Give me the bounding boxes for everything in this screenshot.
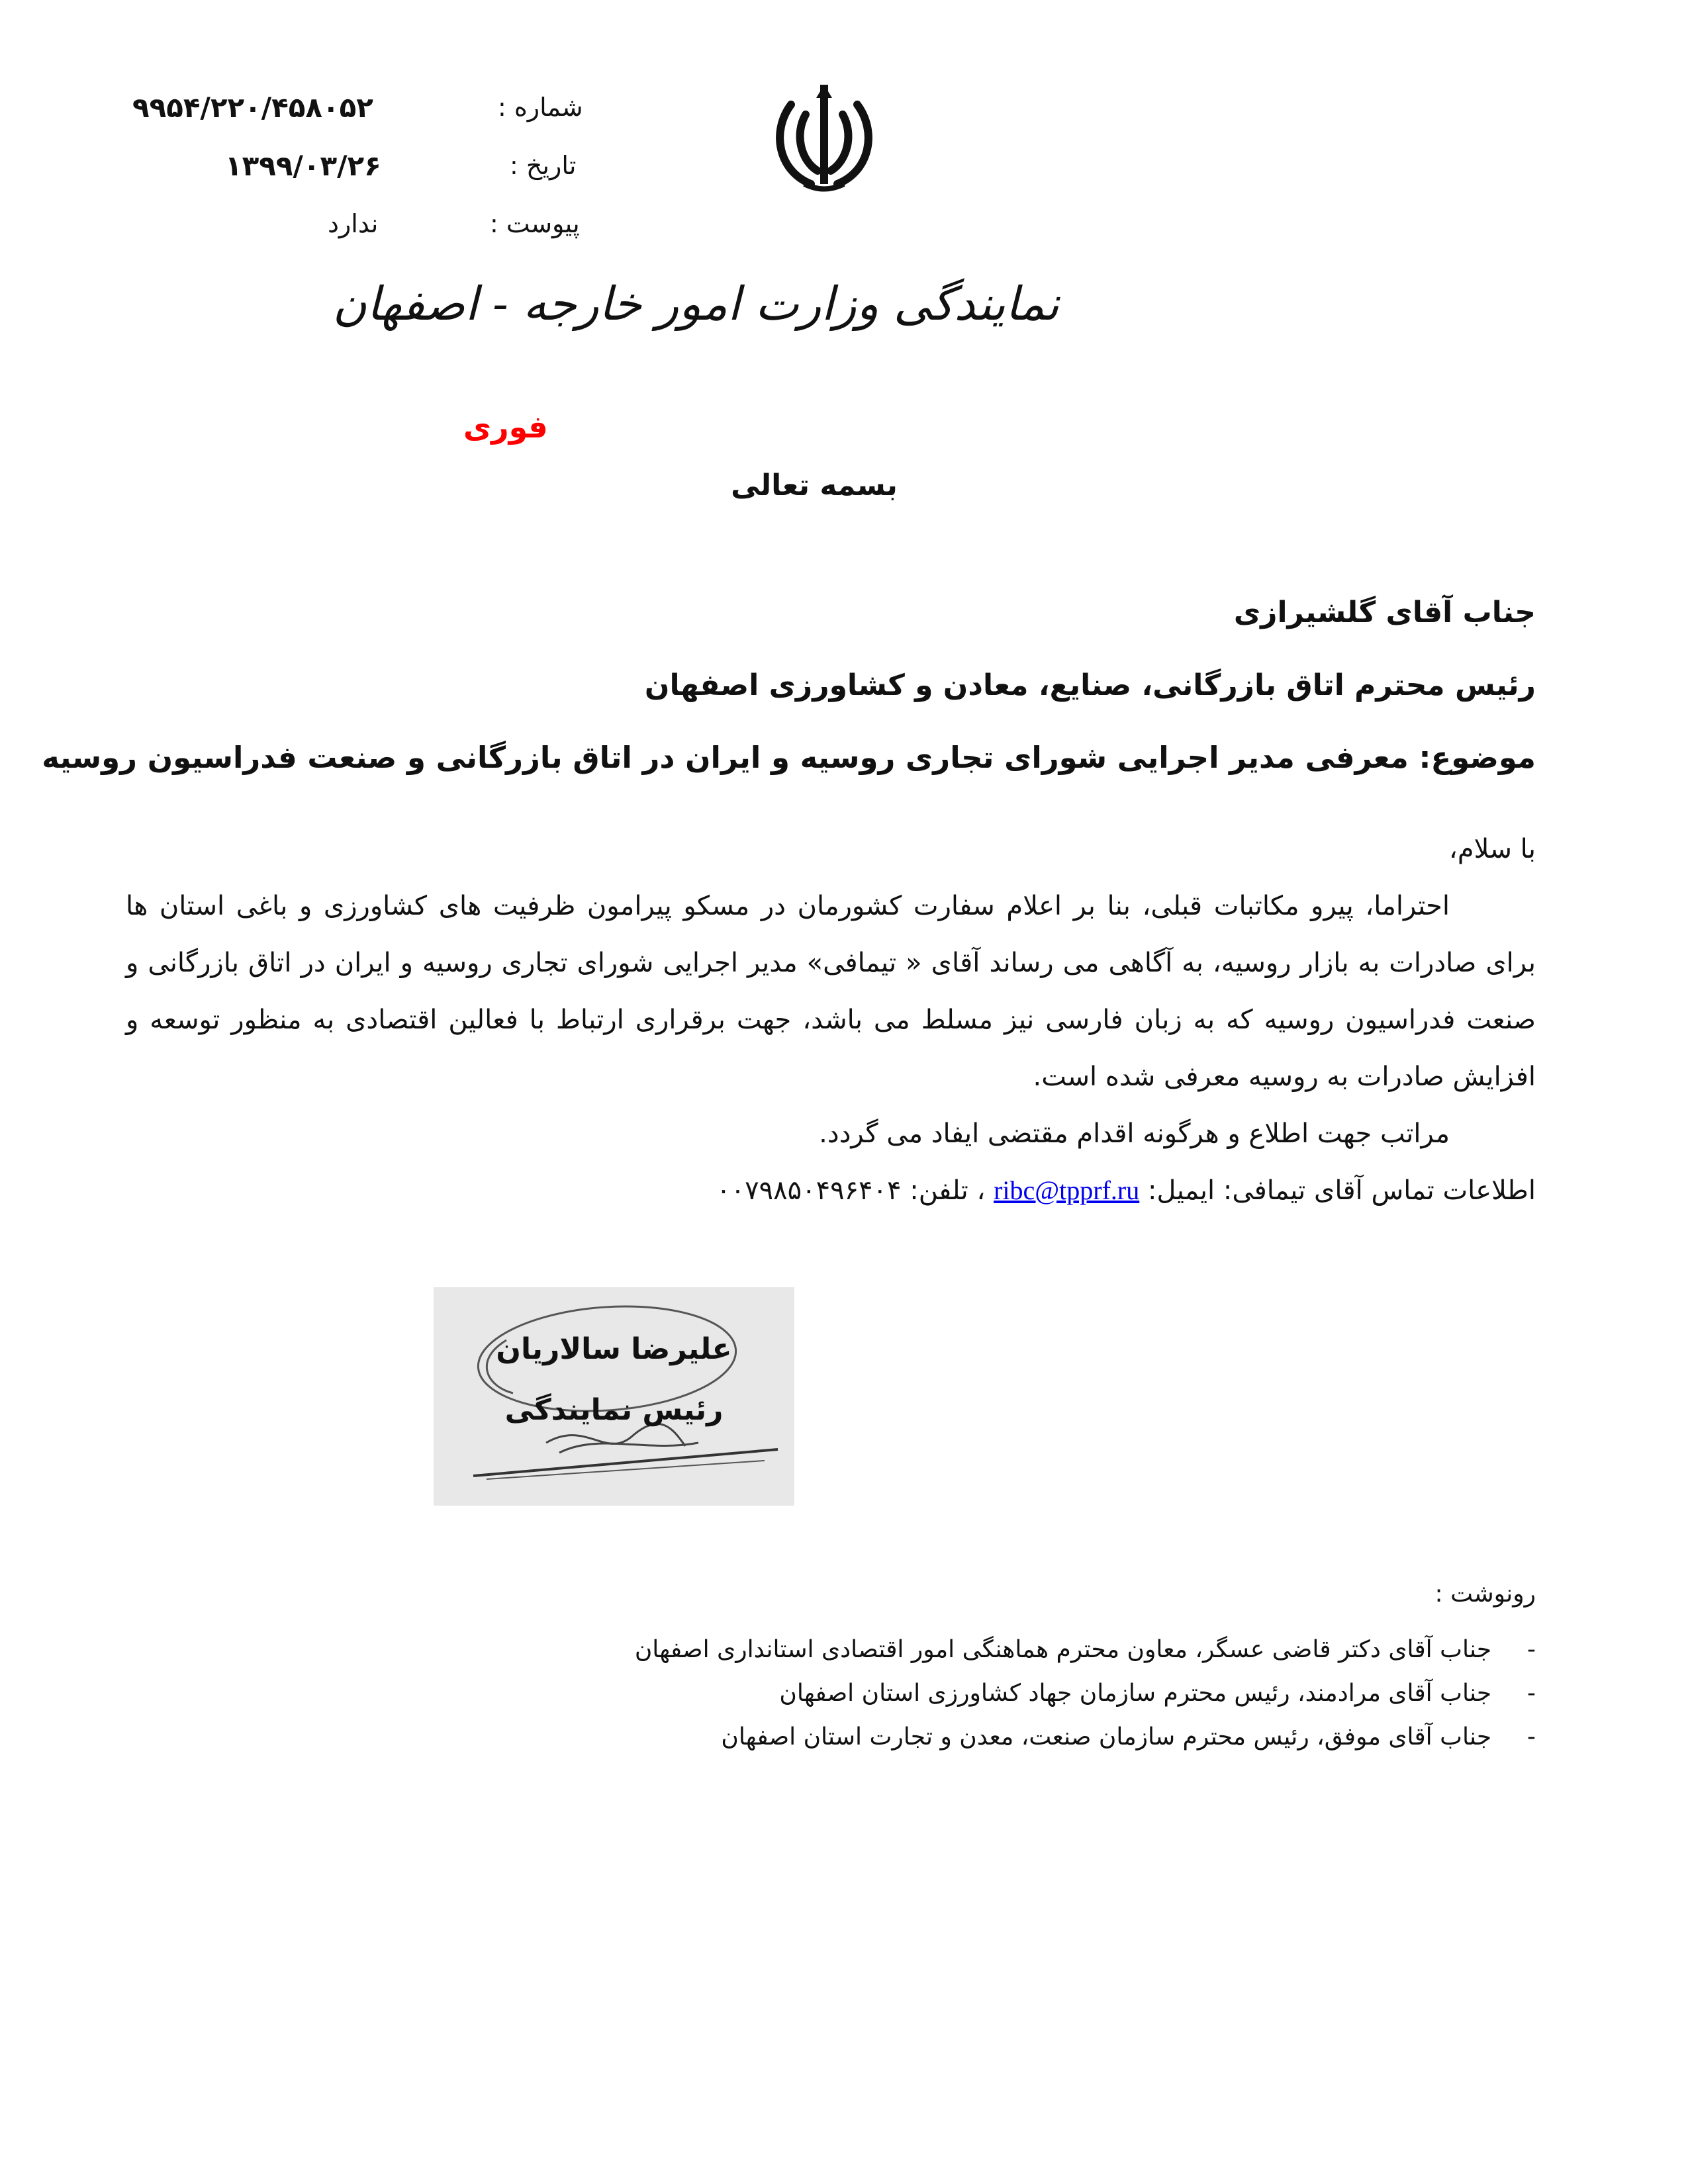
greeting: با سلام، <box>1448 834 1536 864</box>
invocation: بسمه تعالی <box>731 469 898 502</box>
body-paragraph-2: مراتب جهت اطلاع و هرگونه اقدام مقتضی ایفاد می گردد. <box>819 1118 1450 1149</box>
attachment-value: ندارد <box>328 209 379 238</box>
body-paragraph-1: احتراما، پیرو مکاتبات قبلی، بنا بر اعلام سفارت کشورمان در مسکو پیرامون ظرفیت های کشاورزی و باغی استان ها برای صادرات به بازار روسیه، به آگاهی می رساند آقای « تیمافی» مدیر اجرایی شورای تجاری روسیه و ایران در اتاق بازرگانی و صنعت فدراسیون روسیه که به زبان فارسی نیز مسلط می باشد، جهت برقراری ارتباط با فعالین اقتصادی به منظور توسعه و افزایش صادرات به روسیه معرفی شده است. <box>126 891 1536 1092</box>
signature-block <box>434 1287 794 1506</box>
letter-subject: موضوع: معرفی مدیر اجرایی شورای تجاری روسیه و ایران در اتاق بازرگانی و صنعت فدراسیون روسیه <box>42 740 1536 775</box>
letter-number: ۹۹۵۴/۲۲۰/۴۵۸۰۵۲ <box>132 91 373 124</box>
cc-label: رونوشت : <box>1434 1580 1536 1608</box>
urgent-label: فوری <box>463 409 548 445</box>
letter-body <box>126 821 1536 1219</box>
date-label: تاریخ : <box>510 151 577 180</box>
addressee-title: رئیس محترم اتاق بازرگانی، صنایع، معادن و کشاورزی اصفهان <box>644 668 1536 702</box>
cc-item: - جناب آقای مرادمند، رئیس محترم سازمان جهاد کشاورزی استان اصفهان <box>779 1680 1536 1707</box>
cc-item: - جناب آقای موفق، رئیس محترم سازمان صنعت، معدن و تجارت استان اصفهان <box>721 1723 1536 1751</box>
organization-name: نمایندگی وزارت امور خارجه - اصفهان <box>332 277 1059 331</box>
contact-phone-prefix: ، تلفن: <box>910 1175 986 1206</box>
contact-email-link[interactable]: ribc@tpprf.ru <box>994 1175 1140 1205</box>
signatory-name: علیرضا سالاریان <box>496 1332 732 1366</box>
letter-date: ۱۳۹۹/۰۳/۲۶ <box>225 150 381 182</box>
number-label: شماره : <box>498 93 583 122</box>
cc-item: - جناب آقای دکتر قاضی عسگر، معاون محترم هماهنگی امور اقتصادی استانداری اصفهان <box>634 1636 1536 1663</box>
signatory-title: رئیس نمایندگی <box>504 1393 724 1427</box>
iran-emblem-icon <box>765 78 884 197</box>
contact-line <box>126 1162 1536 1219</box>
addressee-name: جناب آقای گلشیرازی <box>1233 596 1536 629</box>
contact-phone: ۰۰۷۹۸۵۰۴۹۶۴۰۴ <box>716 1175 902 1206</box>
contact-prefix: اطلاعات تماس آقای تیمافی: ایمیل: <box>1147 1175 1536 1206</box>
attachment-label: پیوست : <box>490 209 580 238</box>
cc-list <box>635 1628 1536 1759</box>
